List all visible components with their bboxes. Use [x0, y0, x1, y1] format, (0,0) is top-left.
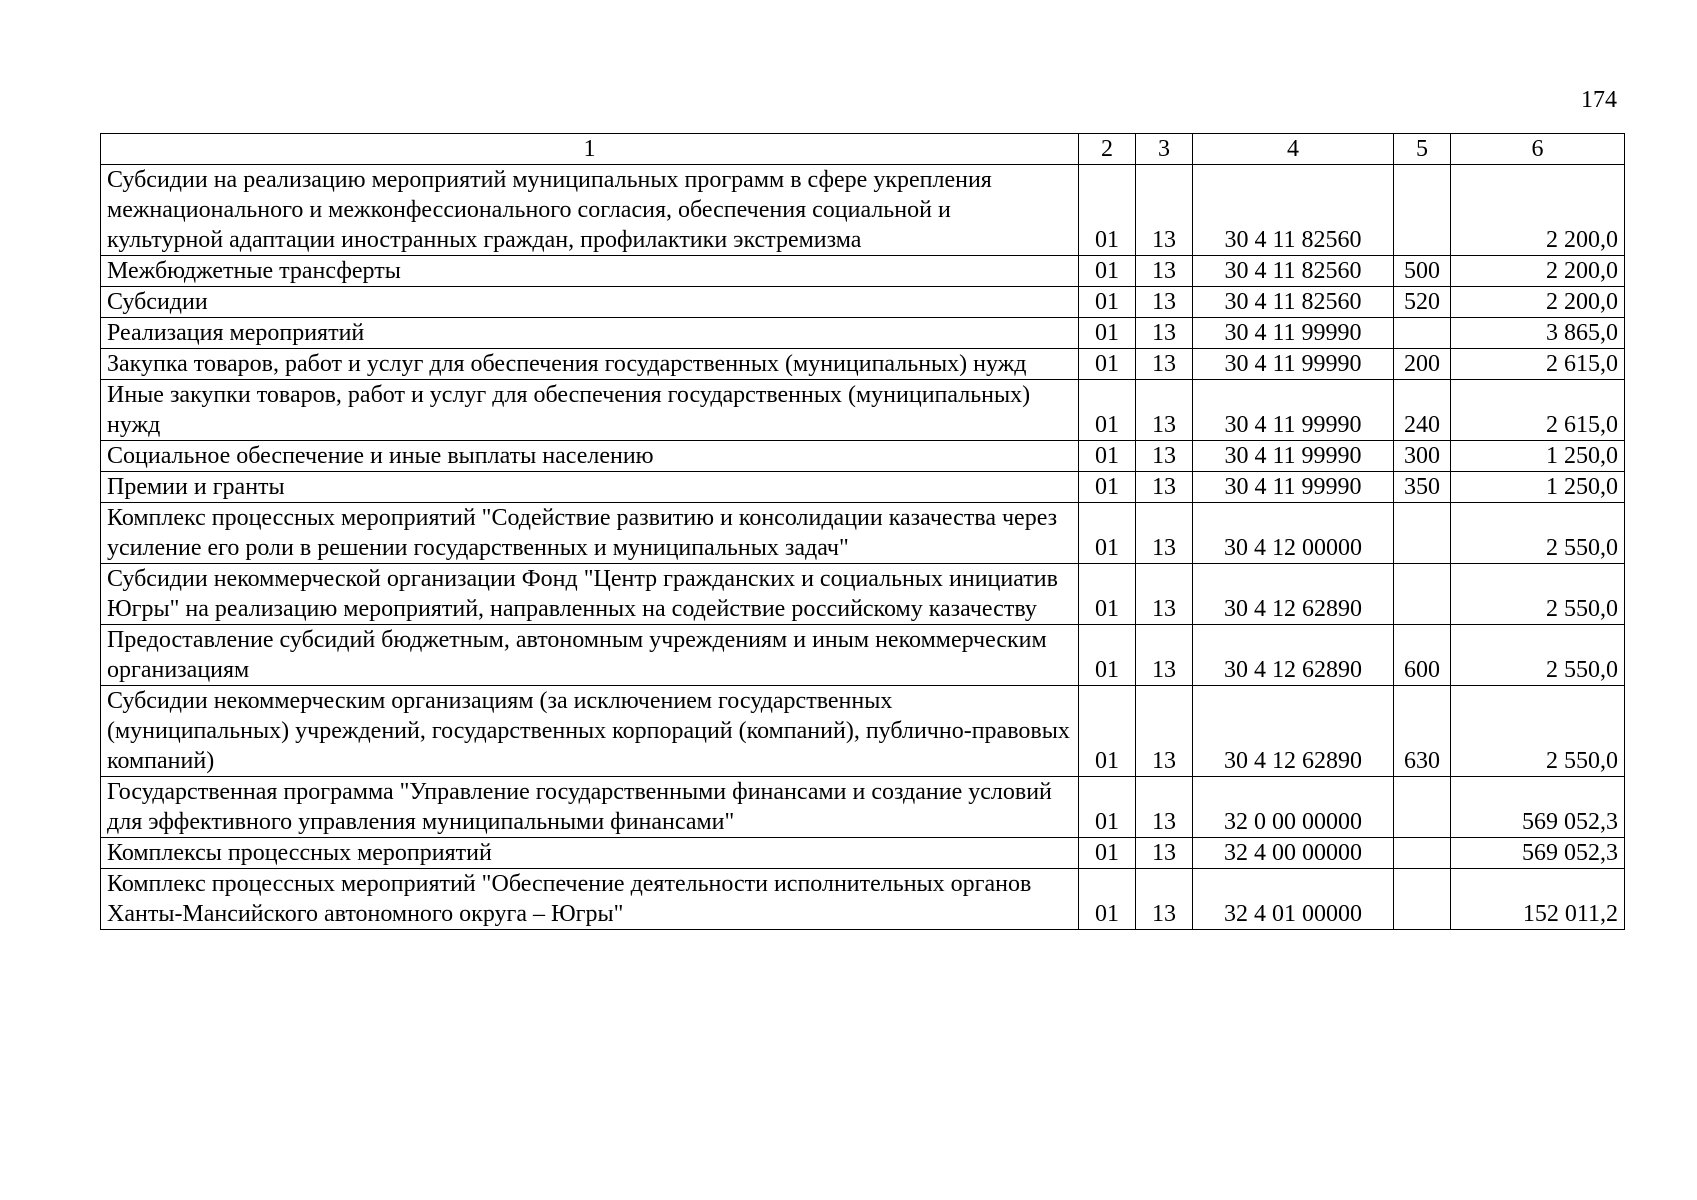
- row-expense-type: 300: [1394, 441, 1451, 472]
- row-section: 01: [1079, 869, 1136, 930]
- row-section: 01: [1079, 564, 1136, 625]
- table-row: [101, 165, 1625, 256]
- row-subsection: 13: [1136, 441, 1193, 472]
- table-row: [101, 686, 1625, 777]
- row-sum: 2 550,0: [1451, 564, 1625, 625]
- row-expense-type: [1394, 869, 1451, 930]
- row-expense-type: [1394, 503, 1451, 564]
- row-name: Комплекс процессных мероприятий "Содействие развитию и консолидации казачества через усиление его роли в решении государственных и муниципальных задач": [101, 503, 1079, 564]
- row-target-code: 30 4 11 99990: [1193, 318, 1394, 349]
- row-target-code: 30 4 12 00000: [1193, 503, 1394, 564]
- row-name: Иные закупки товаров, работ и услуг для обеспечения государственных (муниципальных) нужд: [101, 380, 1079, 441]
- row-expense-type: 240: [1394, 380, 1451, 441]
- row-expense-type: 630: [1394, 686, 1451, 777]
- row-sum: 2 550,0: [1451, 625, 1625, 686]
- table-row: [101, 503, 1625, 564]
- row-section: 01: [1079, 441, 1136, 472]
- table-row: [101, 287, 1625, 318]
- row-expense-type: 500: [1394, 256, 1451, 287]
- row-subsection: 13: [1136, 318, 1193, 349]
- row-sum: 2 200,0: [1451, 165, 1625, 256]
- row-sum: 569 052,3: [1451, 838, 1625, 869]
- table-row: [101, 869, 1625, 930]
- row-expense-type: [1394, 318, 1451, 349]
- row-subsection: 13: [1136, 838, 1193, 869]
- row-section: 01: [1079, 380, 1136, 441]
- table-row: [101, 441, 1625, 472]
- row-name: Реализация мероприятий: [101, 318, 1079, 349]
- row-sum: 2 615,0: [1451, 380, 1625, 441]
- row-name: Социальное обеспечение и иные выплаты населению: [101, 441, 1079, 472]
- table-row: [101, 625, 1625, 686]
- row-expense-type: [1394, 838, 1451, 869]
- row-subsection: 13: [1136, 869, 1193, 930]
- row-subsection: 13: [1136, 503, 1193, 564]
- table-row: [101, 349, 1625, 380]
- page-number: 174: [1581, 87, 1617, 113]
- row-sum: 152 011,2: [1451, 869, 1625, 930]
- row-name: Предоставление субсидий бюджетным, автономным учреждениям и иным некоммерческим организациям: [101, 625, 1079, 686]
- column-header-2: 2: [1079, 134, 1136, 165]
- row-sum: 3 865,0: [1451, 318, 1625, 349]
- table-row: [101, 838, 1625, 869]
- table-row: [101, 256, 1625, 287]
- table-row: [101, 777, 1625, 838]
- row-subsection: 13: [1136, 380, 1193, 441]
- row-target-code: 32 4 00 00000: [1193, 838, 1394, 869]
- row-sum: 1 250,0: [1451, 472, 1625, 503]
- row-sum: 2 550,0: [1451, 686, 1625, 777]
- column-header-3: 3: [1136, 134, 1193, 165]
- row-expense-type: [1394, 564, 1451, 625]
- row-target-code: 30 4 11 82560: [1193, 165, 1394, 256]
- row-subsection: 13: [1136, 287, 1193, 318]
- row-name: Закупка товаров, работ и услуг для обеспечения государственных (муниципальных) нужд: [101, 349, 1079, 380]
- table-row: [101, 472, 1625, 503]
- row-name: Субсидии некоммерческой организации Фонд "Центр гражданских и социальных инициатив Югры" на реализацию мероприятий, направленных на содействие российскому казачеству: [101, 564, 1079, 625]
- row-name: Комплексы процессных мероприятий: [101, 838, 1079, 869]
- column-header-6: 6: [1451, 134, 1625, 165]
- row-section: 01: [1079, 318, 1136, 349]
- row-sum: 569 052,3: [1451, 777, 1625, 838]
- row-target-code: 30 4 11 99990: [1193, 380, 1394, 441]
- row-section: 01: [1079, 349, 1136, 380]
- column-header-4: 4: [1193, 134, 1394, 165]
- row-subsection: 13: [1136, 165, 1193, 256]
- row-target-code: 30 4 11 99990: [1193, 441, 1394, 472]
- row-target-code: 30 4 12 62890: [1193, 686, 1394, 777]
- table-header-row: [101, 134, 1625, 165]
- table-row: [101, 318, 1625, 349]
- row-name: Комплекс процессных мероприятий "Обеспечение деятельности исполнительных органов Ханты-Мансийского автономного округа – Югры": [101, 869, 1079, 930]
- row-subsection: 13: [1136, 777, 1193, 838]
- table-row: [101, 564, 1625, 625]
- row-section: 01: [1079, 625, 1136, 686]
- row-target-code: 30 4 11 82560: [1193, 287, 1394, 318]
- row-target-code: 30 4 11 82560: [1193, 256, 1394, 287]
- row-expense-type: 600: [1394, 625, 1451, 686]
- row-subsection: 13: [1136, 625, 1193, 686]
- row-section: 01: [1079, 287, 1136, 318]
- row-name: Субсидии: [101, 287, 1079, 318]
- row-name: Государственная программа "Управление государственными финансами и создание условий для эффективного управления муниципальными финансами": [101, 777, 1079, 838]
- row-subsection: 13: [1136, 472, 1193, 503]
- row-section: 01: [1079, 256, 1136, 287]
- row-expense-type: 200: [1394, 349, 1451, 380]
- row-sum: 2 200,0: [1451, 256, 1625, 287]
- row-target-code: 32 0 00 00000: [1193, 777, 1394, 838]
- row-name: Субсидии некоммерческим организациям (за исключением государственных (муниципальных) учреждений, государственных корпораций (компаний), публично-правовых компаний): [101, 686, 1079, 777]
- row-section: 01: [1079, 165, 1136, 256]
- column-header-1: 1: [101, 134, 1079, 165]
- row-target-code: 30 4 11 99990: [1193, 349, 1394, 380]
- row-expense-type: 520: [1394, 287, 1451, 318]
- row-sum: 2 550,0: [1451, 503, 1625, 564]
- row-name: Межбюджетные трансферты: [101, 256, 1079, 287]
- row-target-code: 32 4 01 00000: [1193, 869, 1394, 930]
- row-section: 01: [1079, 686, 1136, 777]
- row-name: Субсидии на реализацию мероприятий муниципальных программ в сфере укрепления межнационального и межконфессионального согласия, обеспечения социальной и культурной адаптации иностранных граждан, профилактики экстремизма: [101, 165, 1079, 256]
- row-name: Премии и гранты: [101, 472, 1079, 503]
- row-sum: 1 250,0: [1451, 441, 1625, 472]
- column-header-5: 5: [1394, 134, 1451, 165]
- row-expense-type: 350: [1394, 472, 1451, 503]
- row-section: 01: [1079, 472, 1136, 503]
- row-target-code: 30 4 12 62890: [1193, 625, 1394, 686]
- row-subsection: 13: [1136, 564, 1193, 625]
- row-section: 01: [1079, 503, 1136, 564]
- row-target-code: 30 4 11 99990: [1193, 472, 1394, 503]
- row-sum: 2 200,0: [1451, 287, 1625, 318]
- row-target-code: 30 4 12 62890: [1193, 564, 1394, 625]
- table-row: [101, 380, 1625, 441]
- row-subsection: 13: [1136, 686, 1193, 777]
- row-expense-type: [1394, 165, 1451, 256]
- row-section: 01: [1079, 777, 1136, 838]
- budget-table: [100, 133, 1625, 930]
- row-expense-type: [1394, 777, 1451, 838]
- row-subsection: 13: [1136, 349, 1193, 380]
- row-sum: 2 615,0: [1451, 349, 1625, 380]
- row-section: 01: [1079, 838, 1136, 869]
- row-subsection: 13: [1136, 256, 1193, 287]
